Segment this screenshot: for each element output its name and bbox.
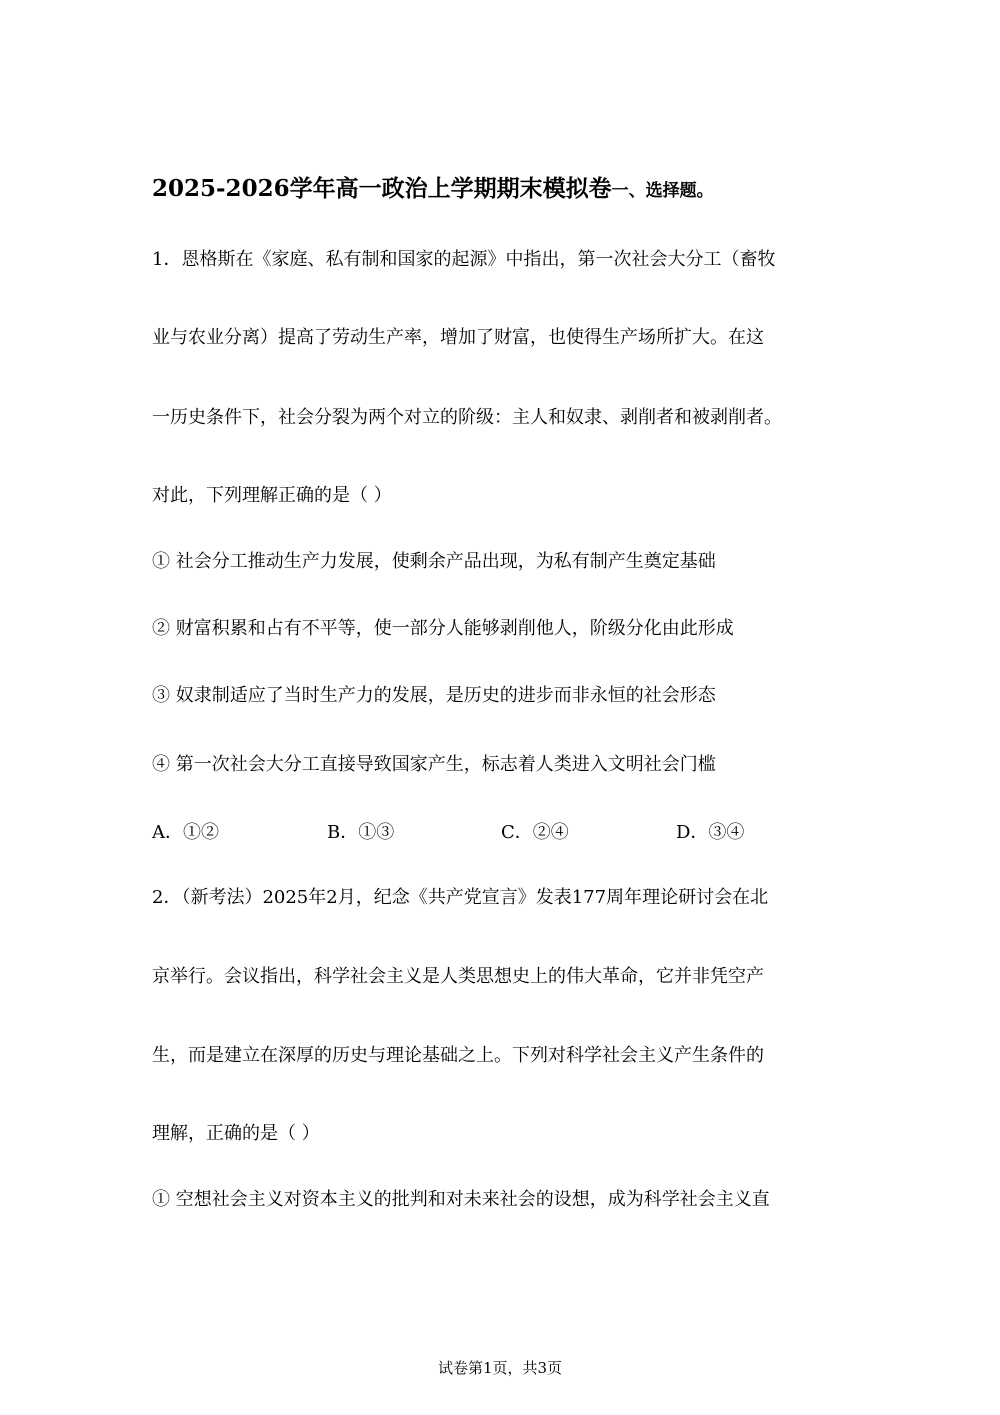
section-heading: 一、选择题。 — [611, 181, 714, 201]
page-footer: 试卷第1页，共3页 — [437, 1359, 563, 1377]
q2-stem-line-4: 理解，正确的是（ ） — [152, 1123, 320, 1144]
q1-statement-3: ③ 奴隶制适应了当时生产力的发展，是历史的进步而非永恒的社会形态 — [152, 685, 716, 706]
q1-option-c[interactable]: C．②④ — [501, 822, 569, 843]
q1-stem-line-1: 1．恩格斯在《家庭、私有制和国家的起源》中指出，第一次社会大分工（畜牧 — [152, 249, 776, 270]
q2-stem-line-1: 2．（新考法）2025年2月，纪念《共产党宣言》发表177周年理论研讨会在北 — [152, 887, 769, 908]
q2-stem-line-2: 京举行。会议指出，科学社会主义是人类思想史上的伟大革命，它并非凭空产 — [152, 966, 764, 987]
q1-option-b[interactable]: B．①③ — [327, 822, 395, 843]
exam-title — [152, 170, 714, 203]
q1-stem-line-2: 业与农业分离）提高了劳动生产率，增加了财富，也使得生产场所扩大。在这 — [152, 327, 764, 348]
q1-option-a[interactable]: A．①② — [152, 822, 219, 843]
q1-statement-4: ④ 第一次社会大分工直接导致国家产生，标志着人类进入文明社会门槛 — [152, 754, 716, 775]
q1-stem-line-3: 一历史条件下，社会分裂为两个对立的阶级：主人和奴隶、剥削者和被剥削者。 — [152, 407, 782, 428]
q2-statement-1: ① 空想社会主义对资本主义的批判和对未来社会的设想，成为科学社会主义直 — [152, 1189, 770, 1210]
q1-statement-2: ② 财富积累和占有不平等，使一部分人能够剥削他人，阶级分化由此形成 — [152, 618, 734, 639]
q1-stem-line-4: 对此，下列理解正确的是（ ） — [152, 485, 392, 506]
q1-statement-1: ① 社会分工推动生产力发展，使剩余产品出现，为私有制产生奠定基础 — [152, 551, 716, 572]
q2-stem-line-3: 生，而是建立在深厚的历史与理论基础之上。下列对科学社会主义产生条件的 — [152, 1045, 764, 1066]
exam-title-main: 2025-2026学年高一政治上学期期末模拟卷 — [152, 175, 612, 202]
q1-option-d[interactable]: D．③④ — [676, 822, 745, 843]
